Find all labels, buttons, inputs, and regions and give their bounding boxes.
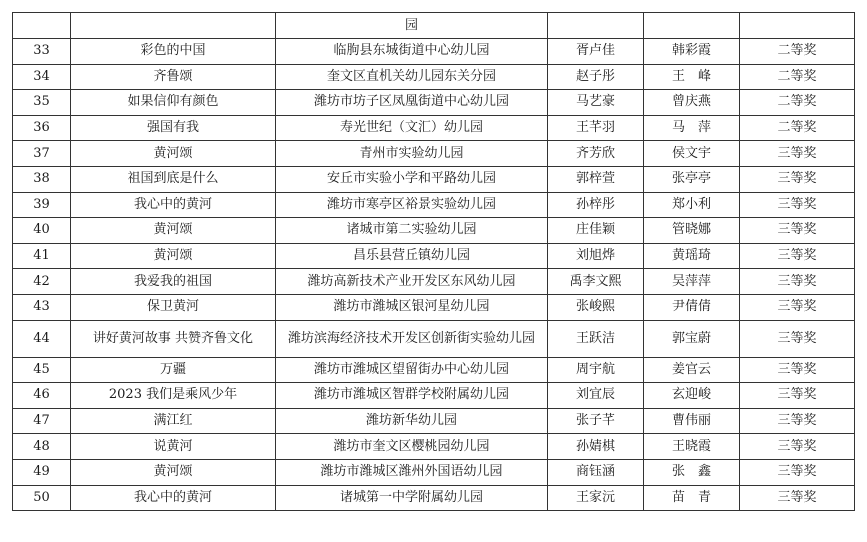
cell-performer: 齐芳欣	[548, 141, 644, 167]
cell-award: 三等奖	[740, 269, 855, 295]
table-row	[13, 64, 855, 90]
cell-no: 34	[13, 64, 71, 90]
cell-performer: 孙婧棋	[548, 434, 644, 460]
cell-school: 潍坊市潍城区潍州外国语幼儿园	[276, 459, 548, 485]
cell-performer: 王家沅	[548, 485, 644, 511]
cell-performer: 马艺豪	[548, 90, 644, 116]
cell-teacher: 曹伟丽	[644, 408, 740, 434]
cell-teacher: 姜官云	[644, 357, 740, 383]
cell-performer: 商钰涵	[548, 459, 644, 485]
cell-teacher: 尹倩倩	[644, 294, 740, 320]
cell-teacher: 王晓霞	[644, 434, 740, 460]
cell-performer: 张子芊	[548, 408, 644, 434]
cell-school: 潍坊市潍城区望留街办中心幼儿园	[276, 357, 548, 383]
cell-title: 齐鲁颂	[71, 64, 276, 90]
table-row	[13, 294, 855, 320]
cell-school: 潍坊滨海经济技术开发区创新街实验幼儿园	[276, 320, 548, 357]
cell-teacher: 吴萍萍	[644, 269, 740, 295]
cell-award: 三等奖	[740, 434, 855, 460]
cell-performer	[548, 13, 644, 39]
table-row	[13, 141, 855, 167]
cell-teacher: 马 萍	[644, 115, 740, 141]
cell-no: 38	[13, 166, 71, 192]
cell-no: 44	[13, 320, 71, 357]
cell-title: 保卫黄河	[71, 294, 276, 320]
cell-award	[740, 13, 855, 39]
table-row	[13, 357, 855, 383]
cell-performer: 庄佳颖	[548, 218, 644, 244]
cell-performer: 张峻熙	[548, 294, 644, 320]
cell-title: 强国有我	[71, 115, 276, 141]
table-row	[13, 115, 855, 141]
cell-school: 潍坊市潍城区银河星幼儿园	[276, 294, 548, 320]
table-row	[13, 39, 855, 65]
cell-title: 如果信仰有颜色	[71, 90, 276, 116]
cell-teacher: 玄迎峻	[644, 383, 740, 409]
cell-title: 2023 我们是乘风少年	[71, 383, 276, 409]
cell-title: 黄河颂	[71, 243, 276, 269]
cell-school: 寿光世纪（文汇）幼儿园	[276, 115, 548, 141]
cell-no: 40	[13, 218, 71, 244]
cell-school: 诸城市第二实验幼儿园	[276, 218, 548, 244]
cell-award: 三等奖	[740, 408, 855, 434]
cell-title: 祖国到底是什么	[71, 166, 276, 192]
cell-award: 三等奖	[740, 485, 855, 511]
cell-no: 42	[13, 269, 71, 295]
cell-school: 园	[276, 13, 548, 39]
table-row	[13, 90, 855, 116]
cell-teacher: 郑小利	[644, 192, 740, 218]
cell-school: 昌乐县营丘镇幼儿园	[276, 243, 548, 269]
cell-performer: 禹李文熙	[548, 269, 644, 295]
cell-school: 潍坊市坊子区凤凰街道中心幼儿园	[276, 90, 548, 116]
cell-performer: 王跃洁	[548, 320, 644, 357]
table-row	[13, 218, 855, 244]
cell-school: 潍坊市潍城区智群学校附属幼儿园	[276, 383, 548, 409]
cell-award: 三等奖	[740, 192, 855, 218]
cell-award: 三等奖	[740, 459, 855, 485]
cell-school: 青州市实验幼儿园	[276, 141, 548, 167]
cell-title: 万疆	[71, 357, 276, 383]
cell-award: 三等奖	[740, 320, 855, 357]
cell-no: 48	[13, 434, 71, 460]
cell-performer: 赵子彤	[548, 64, 644, 90]
cell-teacher: 管晓娜	[644, 218, 740, 244]
cell-teacher: 张亭亭	[644, 166, 740, 192]
cell-no: 36	[13, 115, 71, 141]
table-row	[13, 485, 855, 511]
cell-teacher: 郭宝蔚	[644, 320, 740, 357]
cell-no: 33	[13, 39, 71, 65]
cell-award: 三等奖	[740, 141, 855, 167]
cell-no: 47	[13, 408, 71, 434]
cell-title: 彩色的中国	[71, 39, 276, 65]
cell-school: 潍坊市奎文区樱桃园幼儿园	[276, 434, 548, 460]
award-list-page	[12, 12, 854, 511]
cell-no	[13, 13, 71, 39]
cell-teacher: 曾庆燕	[644, 90, 740, 116]
cell-school: 诸城第一中学附属幼儿园	[276, 485, 548, 511]
cell-school: 临朐县东城街道中心幼儿园	[276, 39, 548, 65]
cell-award: 二等奖	[740, 115, 855, 141]
table-row	[13, 166, 855, 192]
cell-teacher: 苗 青	[644, 485, 740, 511]
cell-school: 潍坊高新技术产业开发区东风幼儿园	[276, 269, 548, 295]
cell-no: 37	[13, 141, 71, 167]
cell-title: 我心中的黄河	[71, 192, 276, 218]
table-row	[13, 383, 855, 409]
cell-teacher: 黄瑶琦	[644, 243, 740, 269]
cell-award: 二等奖	[740, 90, 855, 116]
cell-performer: 王芊羽	[548, 115, 644, 141]
cell-teacher: 韩彩霞	[644, 39, 740, 65]
cell-performer: 孙梓彤	[548, 192, 644, 218]
cell-school: 安丘市实验小学和平路幼儿园	[276, 166, 548, 192]
table-row	[13, 243, 855, 269]
cell-title: 满江红	[71, 408, 276, 434]
cell-teacher	[644, 13, 740, 39]
table-row	[13, 459, 855, 485]
cell-award: 三等奖	[740, 383, 855, 409]
table-row	[13, 269, 855, 295]
cell-title	[71, 13, 276, 39]
cell-title: 我心中的黄河	[71, 485, 276, 511]
cell-performer: 胥卢佳	[548, 39, 644, 65]
cell-award: 三等奖	[740, 166, 855, 192]
cell-no: 49	[13, 459, 71, 485]
cell-teacher: 王 峰	[644, 64, 740, 90]
cell-school: 潍坊市寒亭区裕景实验幼儿园	[276, 192, 548, 218]
cell-title: 说黄河	[71, 434, 276, 460]
table-row-continued	[13, 13, 855, 39]
cell-no: 43	[13, 294, 71, 320]
cell-no: 41	[13, 243, 71, 269]
cell-award: 三等奖	[740, 357, 855, 383]
cell-school: 潍坊新华幼儿园	[276, 408, 548, 434]
table-row	[13, 434, 855, 460]
cell-no: 35	[13, 90, 71, 116]
cell-performer: 刘宜辰	[548, 383, 644, 409]
cell-award: 二等奖	[740, 64, 855, 90]
award-table-body	[13, 13, 855, 511]
cell-award: 三等奖	[740, 218, 855, 244]
cell-award: 三等奖	[740, 294, 855, 320]
cell-no: 45	[13, 357, 71, 383]
cell-title: 黄河颂	[71, 459, 276, 485]
cell-title: 我爱我的祖国	[71, 269, 276, 295]
award-table	[12, 12, 855, 511]
cell-no: 39	[13, 192, 71, 218]
table-row	[13, 320, 855, 357]
cell-performer: 郭梓萱	[548, 166, 644, 192]
cell-award: 三等奖	[740, 243, 855, 269]
cell-performer: 刘旭烨	[548, 243, 644, 269]
cell-no: 50	[13, 485, 71, 511]
cell-performer: 周宇航	[548, 357, 644, 383]
table-row	[13, 192, 855, 218]
table-row	[13, 408, 855, 434]
cell-no: 46	[13, 383, 71, 409]
cell-teacher: 张 鑫	[644, 459, 740, 485]
cell-title: 黄河颂	[71, 141, 276, 167]
cell-teacher: 侯文宇	[644, 141, 740, 167]
cell-title: 讲好黄河故事 共赞齐鲁文化	[71, 320, 276, 357]
cell-award: 二等奖	[740, 39, 855, 65]
cell-school: 奎文区直机关幼儿园东关分园	[276, 64, 548, 90]
cell-title: 黄河颂	[71, 218, 276, 244]
